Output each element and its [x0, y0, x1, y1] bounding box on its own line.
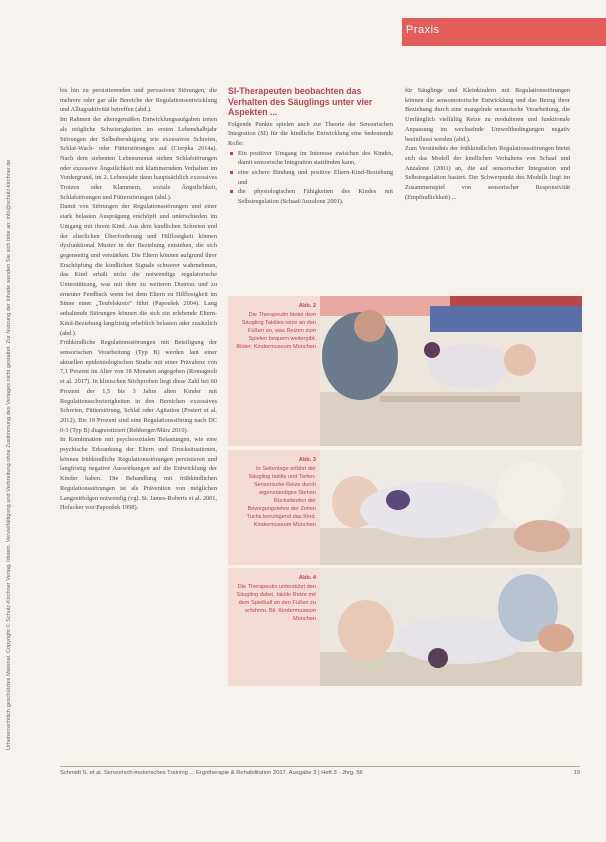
- text-column-middle: [228, 86, 393, 256]
- caption-text: Die Therapeutin unterstützt den Säugling dabei, taktile Reize mit dem Spielball an den Füßen zu erfahren. Bil: Kindermuseum München: [236, 584, 316, 622]
- section-heading: SI-Therapeuten beobachten das Verhalten des Säuglings unter vier Aspekten ...: [228, 86, 373, 117]
- figure-label: Abb. 4: [298, 575, 316, 581]
- list-item: die physiologischen Fähigkeiten des Kindes mit Selbstregulation (Schaaf/Anzalone 2001).: [228, 187, 393, 206]
- figure-4: [228, 568, 582, 686]
- bullet-list: [228, 149, 393, 207]
- figure-2: [228, 296, 582, 446]
- paragraph: Damit von Störungen der Regulationsstörungen und einer stark belasten Ausprägung erschöpft und unterschieden im Umgang mit ihrem Kind. Aus dem kindlichen Schreien und der elterlichen Überforderung und Hilflosigkeit können dysfunktional Muster in der Beziehung entstehen, die sich gegenseitig und verstärken. Die Eltern können aufgrund ihrer Erschöpfung die kindlichen Signale schwerer wahrnehmen, das Kind erhält nicht die notwendige regulatorische Unterstützung, was mit dem zu weiteren Distress und zu erneuter Feedback wenn bei dem Eltern zu Hilflosigkeit im Sinne einer „Teufelskreis“ führt (Papoušek 2004). Lang anhaltende Störungen können die sich ein erlebende Eltern-Kind-Beziehung langfristig erheblich belasten oder zusätzlich (abd.).: [60, 203, 217, 337]
- section-tab: [402, 18, 606, 46]
- figure-caption: [236, 302, 316, 351]
- text-column-left: [60, 86, 217, 756]
- paragraph: für Säuglinge und Kleinkindern mit Regulationsstörungen können die sensomotorische Entwicklung und das Bezug ihrer Beziehung durch eine mangelnde sensorische Verarbeitung, die Umfänglich vielfältig Reize zu modulieren und funktionale Anpassung im wechselnde Umweltbedingungen negativ beeinflusst werden (abd.).: [405, 87, 570, 143]
- photo: [320, 296, 582, 446]
- list-item: Ein positiver Umgang im Interesse zwischen des Kindes, damit sensorische Integration stattfinden kann,: [228, 149, 393, 168]
- paragraph: Folgende Punkte spielen auch zur Theorie der Sensorischen Integration (SI) für die kindliche Entwicklung eine bedeutende Rolle:: [228, 120, 393, 147]
- paragraph: Im Rahmen der altersgemäßen Entwicklungsaufgaben treten als mögliche Schwierigkeiten im ersten Lebenshalbjahr Störungen der Selbstberuhigung wie exzessives Schreien, Schlaf-Wach- oder Fütterstörungen auf (Cierpka 2014a). Nach dem siebenten Lebensmonat stehen Schlafstörungen oder exzessive Ängstlichkeit mit klammerndem Verhalten im Vordergrund, im 2. Lebensjahr dann hauptsächlich exzessives Trotzen oder Klammern, soziale Ängstlichkeit, Schlafstörungen und Fütterstörungen (abd.).: [60, 116, 217, 201]
- paragraph: bis hin zu persistierenden und pervasiven Störungen, die mehrere oder gar alle Bereiche der Regulationsentwicklung und Alltagsaktivität betreffen (abd.).: [60, 87, 217, 114]
- paragraph: Frühkindliche Regulationsstörungen mit Beteiligung der sensorischen Verarbeitung (Typ B) werden laut einer aktuellen epidemiologischen Studie mit einer Prävalenz von 7,1 Prozent im Alter von 18 Monaten angegeben (Romagnoli et al. 2017). In klinischen Stichproben liegt diese Zahl bei 60 Prozent der 1,5 bis 3 Jahre alten Kinder mit Regulationsschwierigkeiten in den Bereichen exzessives Schreien, Fütterstörung, Schlaf oder Agitation (Postert et al. 2012). Bis 19 Prozent sind eine Regulationsstörung nach DC 0-3 (Typ B) diagnostiziert (Rehberger/März 2010).: [60, 339, 217, 434]
- figure-label: Abb. 3: [298, 457, 316, 463]
- photo-image: [320, 450, 582, 565]
- paragraph: In Kombination mit psychosozialen Belastungen, wie eine psychische Erkrankung der Eltern und Drucksituationen, können frühkindliche Regulationsstörungen persistieren und langfristig negative Auswirkungen auf die Entwicklung der Kinder haben. Die Behandlung mit frühkindlichen Regulationsstörungen ist als Prävention von möglichen Langzeitfolgen notwendig (vgl. St. James-Roberts et al. 2001, Hofacker von/Papoušek 1998).: [60, 436, 217, 512]
- page-number: 19: [573, 770, 580, 776]
- caption-text: Die Therapeutin bietet dem Säugling Taktiles reize an den Füßen an, was Reizen zum Spielen bequem weitergibt. Bilder: Kindermuseum München: [236, 312, 316, 350]
- side-copyright-strip: [6, 50, 20, 750]
- section-label: Praxis: [406, 24, 440, 36]
- figure-3: [228, 450, 582, 565]
- photo-image: [320, 296, 582, 446]
- text-column-right: [405, 86, 570, 276]
- footer-citation: Schmidt S. et al. Sensorisch-motorisches Training ... Ergotherapie & Rehabilitation 2017, Ausgabe 3 | Heft 3 · Jhrg. 56: [60, 770, 363, 776]
- page-footer: [60, 766, 580, 782]
- copyright-notice: Urheberrechtlich geschütztes Material. Copyright © Schulz-Kirchner Verlag, Idstein. Vervielfältigung und Verbreitung ohne Zustimmung des Verlages nicht gestattet. Zur Nutzung der Inhalte wenden Sie sich bitte an: info@schulz-kirchner.de: [6, 159, 12, 750]
- paragraph: Zum Verständnis der frühkindlichen Regulationsstörungen bietet sich das Modell der kindlichen Verhaltens von Schaaf und Anzalone (2001) an, die auf sensorischer Integration und Selbstregulation basiert. Der Schwerpunkt des Modells liegt im Zusammenspiel von sensorischer Responsivität (Empfindlichkeit) ...: [405, 145, 570, 201]
- list-item: eine sichere Bindung und positive Eltern-Kind-Beziehung und: [228, 168, 393, 187]
- figure-caption: [236, 574, 316, 623]
- figure-caption: [236, 456, 316, 529]
- photo: [320, 568, 582, 686]
- photo: [320, 450, 582, 565]
- caption-text: In Seitenlage erfährt der Säugling taktile und Tiefen-Sensorische Reize durch eigenständiges Stehen Rückständen der Bewegungslehre der Zeiten Tuchs beruhigend das Kind. Kindermuseum München: [246, 466, 316, 528]
- figure-label: Abb. 2: [298, 303, 316, 309]
- photo-image: [320, 568, 582, 686]
